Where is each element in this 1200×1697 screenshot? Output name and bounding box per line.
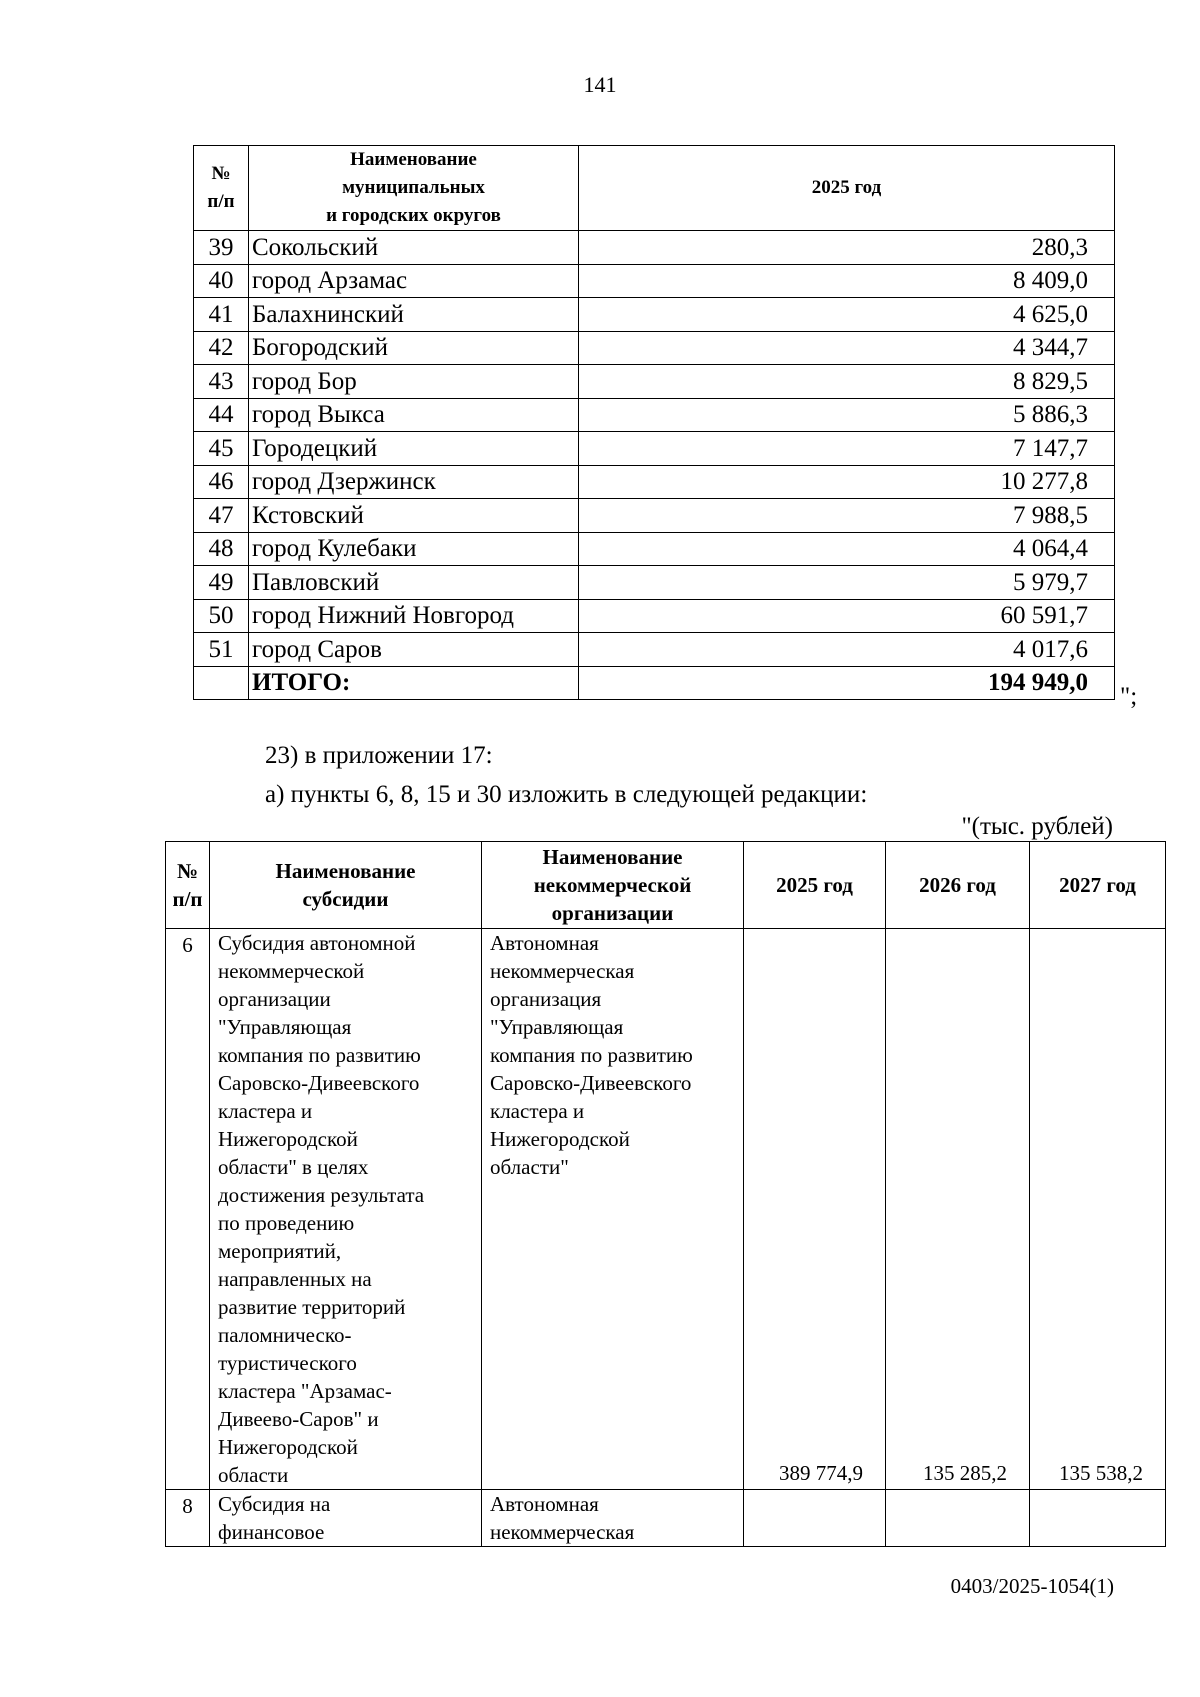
row-municipality: город Бор [249,365,579,399]
row-amount-y2025: 389 774,9 [744,929,886,1490]
subsidy-line: области [218,1463,289,1487]
row-value: 4 344,7 [579,331,1115,365]
subsidy-line: достижения результата [218,1183,425,1207]
row-num: 41 [194,298,249,332]
organization-line: кластера и [490,1099,585,1123]
row-value: 280,3 [579,231,1115,265]
municipal-subsidy-table [193,145,1115,700]
organization-line: Автономная [490,1492,599,1516]
row-num: 44 [194,398,249,432]
total-value: 194 949,0 [579,666,1115,700]
row-value: 8 829,5 [579,365,1115,399]
table-row [166,1490,1166,1547]
header-organization: Наименование некоммерческой организации [482,842,744,929]
subsidy-line: кластера "Арзамас- [218,1379,392,1403]
total-row [194,666,1115,700]
header-municipality: Наименование муниципальных и городских округов [249,146,579,231]
row-municipality: Городецкий [249,432,579,466]
total-num [194,666,249,700]
table-row [194,633,1115,667]
subsidy-line: паломническо- [218,1323,352,1347]
row-amount-y2026: 135 285,2 [886,929,1030,1490]
row-municipality: город Нижний Новгород [249,599,579,633]
organization-line: организация [490,987,602,1011]
row-num: 49 [194,566,249,600]
table-row [194,231,1115,265]
row-value: 7 988,5 [579,499,1115,533]
row-subsidy [210,1490,482,1547]
table-row [194,566,1115,600]
table-row [166,929,1166,1490]
subsidy-line: мероприятий, [218,1239,342,1263]
table-row [194,532,1115,566]
table-header-row [166,842,1166,929]
subsidy-line: компания по развитию [218,1043,421,1067]
header-year-2025: 2025 год [744,842,886,929]
subsidy-line: области" в целях [218,1155,369,1179]
table-row [194,499,1115,533]
row-num: 45 [194,432,249,466]
organization-line: "Управляющая [490,1015,624,1039]
subsidy-line: "Управляющая [218,1015,352,1039]
row-num: 8 [166,1490,210,1547]
subsidy-line: финансовое [218,1520,325,1544]
row-amount-y2025 [744,1490,886,1547]
table-row [194,465,1115,499]
organization-line: Саровско-Дивеевского [490,1071,692,1095]
organization-line: некоммерческая [490,1520,635,1544]
row-num: 39 [194,231,249,265]
row-num: 48 [194,532,249,566]
row-value: 10 277,8 [579,465,1115,499]
row-num: 46 [194,465,249,499]
subsidy-line: кластера и [218,1099,313,1123]
table-row [194,298,1115,332]
row-value: 7 147,7 [579,432,1115,466]
row-municipality: Кстовский [249,499,579,533]
row-municipality: город Саров [249,633,579,667]
row-value: 4 064,4 [579,532,1115,566]
row-value: 4 017,6 [579,633,1115,667]
subsidy-line: организации [218,987,331,1011]
row-municipality: Балахнинский [249,298,579,332]
header-year-2027: 2027 год [1030,842,1166,929]
header-num: № п/п [166,842,210,929]
row-subsidy [210,929,482,1490]
table-row [194,432,1115,466]
header-subsidy: Наименование субсидии [210,842,482,929]
row-value: 5 979,7 [579,566,1115,600]
document-code: 0403/2025-1054(1) [950,1574,1114,1598]
row-organization [482,929,744,1490]
closing-quote: "; [1120,683,1138,710]
table-row [194,599,1115,633]
nonprofit-subsidy-table [165,841,1166,1547]
subsidy-line: Саровско-Дивеевского [218,1071,420,1095]
subsidy-line: направленных на [218,1267,372,1291]
subsidy-line: некоммерческой [218,959,365,983]
row-amount-y2027: 135 538,2 [1030,929,1166,1490]
paragraph-amendment: а) пункты 6, 8, 15 и 30 изложить в следующей редакции: [265,781,868,808]
subsidy-line: Субсидия на [218,1492,331,1516]
row-value: 60 591,7 [579,599,1115,633]
row-num: 50 [194,599,249,633]
table-row [194,365,1115,399]
row-num: 42 [194,331,249,365]
organization-line: Нижегородской [490,1127,630,1151]
page-number: 141 [583,72,617,97]
table-row [194,264,1115,298]
subsidy-line: Нижегородской [218,1127,358,1151]
header-year-2026: 2026 год [886,842,1030,929]
row-num: 6 [166,929,210,1490]
organization-line: Автономная [490,931,599,955]
organization-line: области" [490,1155,569,1179]
row-organization [482,1490,744,1547]
row-num: 43 [194,365,249,399]
organization-line: компания по развитию [490,1043,693,1067]
units-label: "(тыс. рублей) [961,813,1113,840]
table-row [194,331,1115,365]
row-municipality: город Выкса [249,398,579,432]
subsidy-line: туристического [218,1351,357,1375]
table-row [194,398,1115,432]
row-municipality: город Арзамас [249,264,579,298]
row-value: 4 625,0 [579,298,1115,332]
organization-line: некоммерческая [490,959,635,983]
subsidy-line: Субсидия автономной [218,931,416,955]
row-num: 47 [194,499,249,533]
paragraph-appendix: 23) в приложении 17: [265,742,493,769]
row-amount-y2027 [1030,1490,1166,1547]
subsidy-line: Дивеево-Саров" и [218,1407,379,1431]
row-municipality: Богородский [249,331,579,365]
row-num: 40 [194,264,249,298]
row-municipality: город Дзержинск [249,465,579,499]
header-num: № п/п [194,146,249,231]
table-header-row [194,146,1115,231]
header-year-2025: 2025 год [579,146,1115,231]
row-municipality: Сокольский [249,231,579,265]
row-value: 8 409,0 [579,264,1115,298]
row-value: 5 886,3 [579,398,1115,432]
subsidy-line: Нижегородской [218,1435,358,1459]
row-municipality: Павловский [249,566,579,600]
row-municipality: город Кулебаки [249,532,579,566]
row-amount-y2026 [886,1490,1030,1547]
subsidy-line: по проведению [218,1211,355,1235]
row-num: 51 [194,633,249,667]
total-label: ИТОГО: [249,666,579,700]
subsidy-line: развитие территорий [218,1295,406,1319]
